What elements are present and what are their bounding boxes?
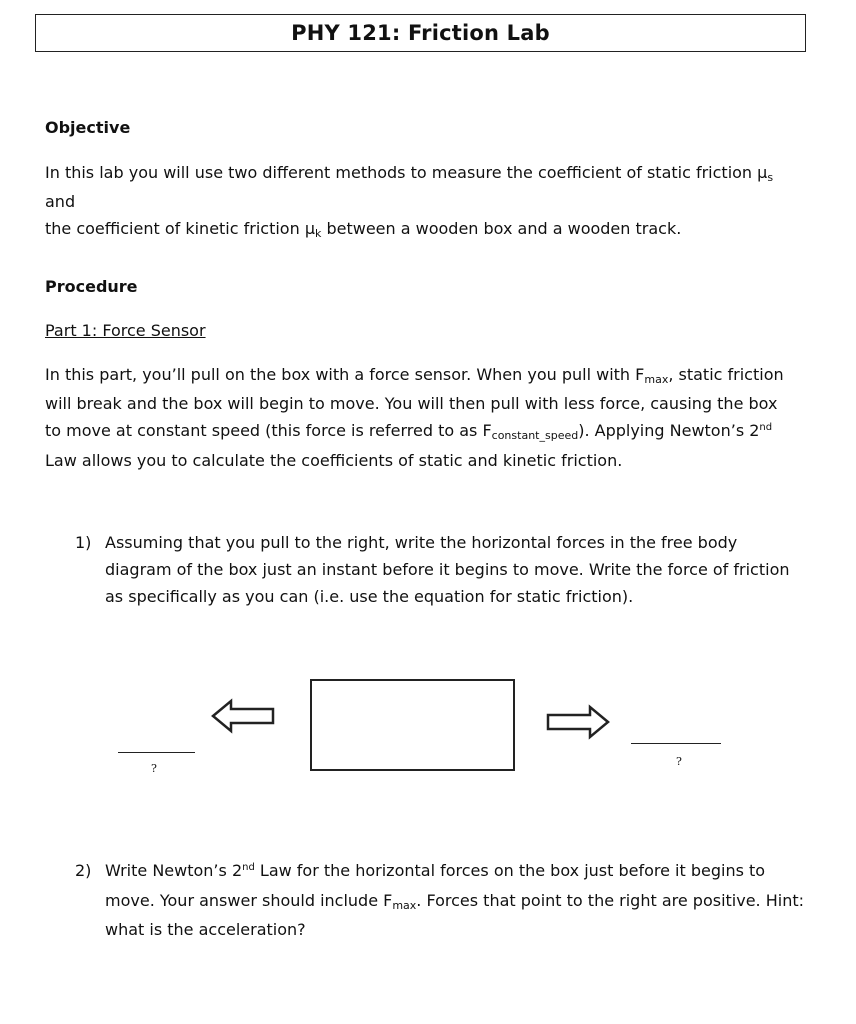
objective-text: In this lab you will use two different methods to measure the coefficient of static friction μ [45, 163, 768, 182]
fconstant-subscript: constant_speed [491, 429, 579, 442]
free-body-box [310, 679, 515, 771]
procedure-heading: Procedure [45, 277, 138, 296]
right-force-blank[interactable] [631, 743, 721, 744]
part1-text: In this part, you’ll pull on the box with a force sensor. When you pull with F [45, 365, 645, 384]
question-2 [75, 857, 805, 943]
right-force-placeholder: ? [676, 755, 682, 768]
objective-heading: Objective [45, 118, 131, 137]
part1-paragraph [45, 361, 790, 474]
part1-title: Part 1: Force Sensor [45, 321, 206, 340]
fmax-subscript: max [644, 373, 669, 386]
question-text: Assuming that you pull to the right, write the horizontal forces in the free body diagram of the box just an instant before it begins to move. Write the force of friction as specifically as you can (i.e. use the equation for static friction). [105, 533, 790, 606]
objective-text: the coefficient of kinetic friction μ [45, 219, 315, 238]
objective-text: and [45, 192, 76, 211]
left-force-placeholder: ? [151, 762, 157, 775]
nd-superscript: nd [759, 422, 773, 433]
fmax-subscript: max [392, 899, 417, 912]
mu-s-subscript: s [767, 171, 774, 184]
title-box [35, 14, 806, 52]
question-text-part: . Forces that point to the right are positive. Hint: what is the acceleration? [105, 891, 804, 939]
mu-k-subscript: k [315, 227, 322, 240]
question-text-part: Law for the horizontal forces on the box just before it begins to move. Your answer should include F [105, 861, 766, 910]
page-title: PHY 121: Friction Lab [291, 21, 550, 45]
question-text-part: Write Newton’s 2 [105, 861, 243, 880]
left-arrow-icon [211, 698, 277, 734]
part1-text: , static friction will break and the box will begin to move. You will then pull with less force, causing the box to move at constant speed (this force is referred to as F [45, 365, 784, 440]
left-force-blank[interactable] [118, 752, 195, 753]
question-number: 1) [75, 533, 92, 552]
question-number: 2) [75, 861, 92, 880]
part1-text: Law allows you to calculate the coefficients of static and kinetic friction. [45, 451, 623, 470]
question-1 [75, 529, 805, 610]
question-text [105, 857, 805, 943]
objective-paragraph [45, 159, 805, 244]
part1-text: ). Applying Newton’s 2 [578, 421, 760, 440]
objective-line-2 [45, 215, 805, 244]
right-arrow-icon [546, 704, 610, 740]
objective-line-1 [45, 159, 805, 215]
nd-superscript: nd [242, 862, 255, 873]
objective-text: between a wooden box and a wooden track. [321, 219, 682, 238]
